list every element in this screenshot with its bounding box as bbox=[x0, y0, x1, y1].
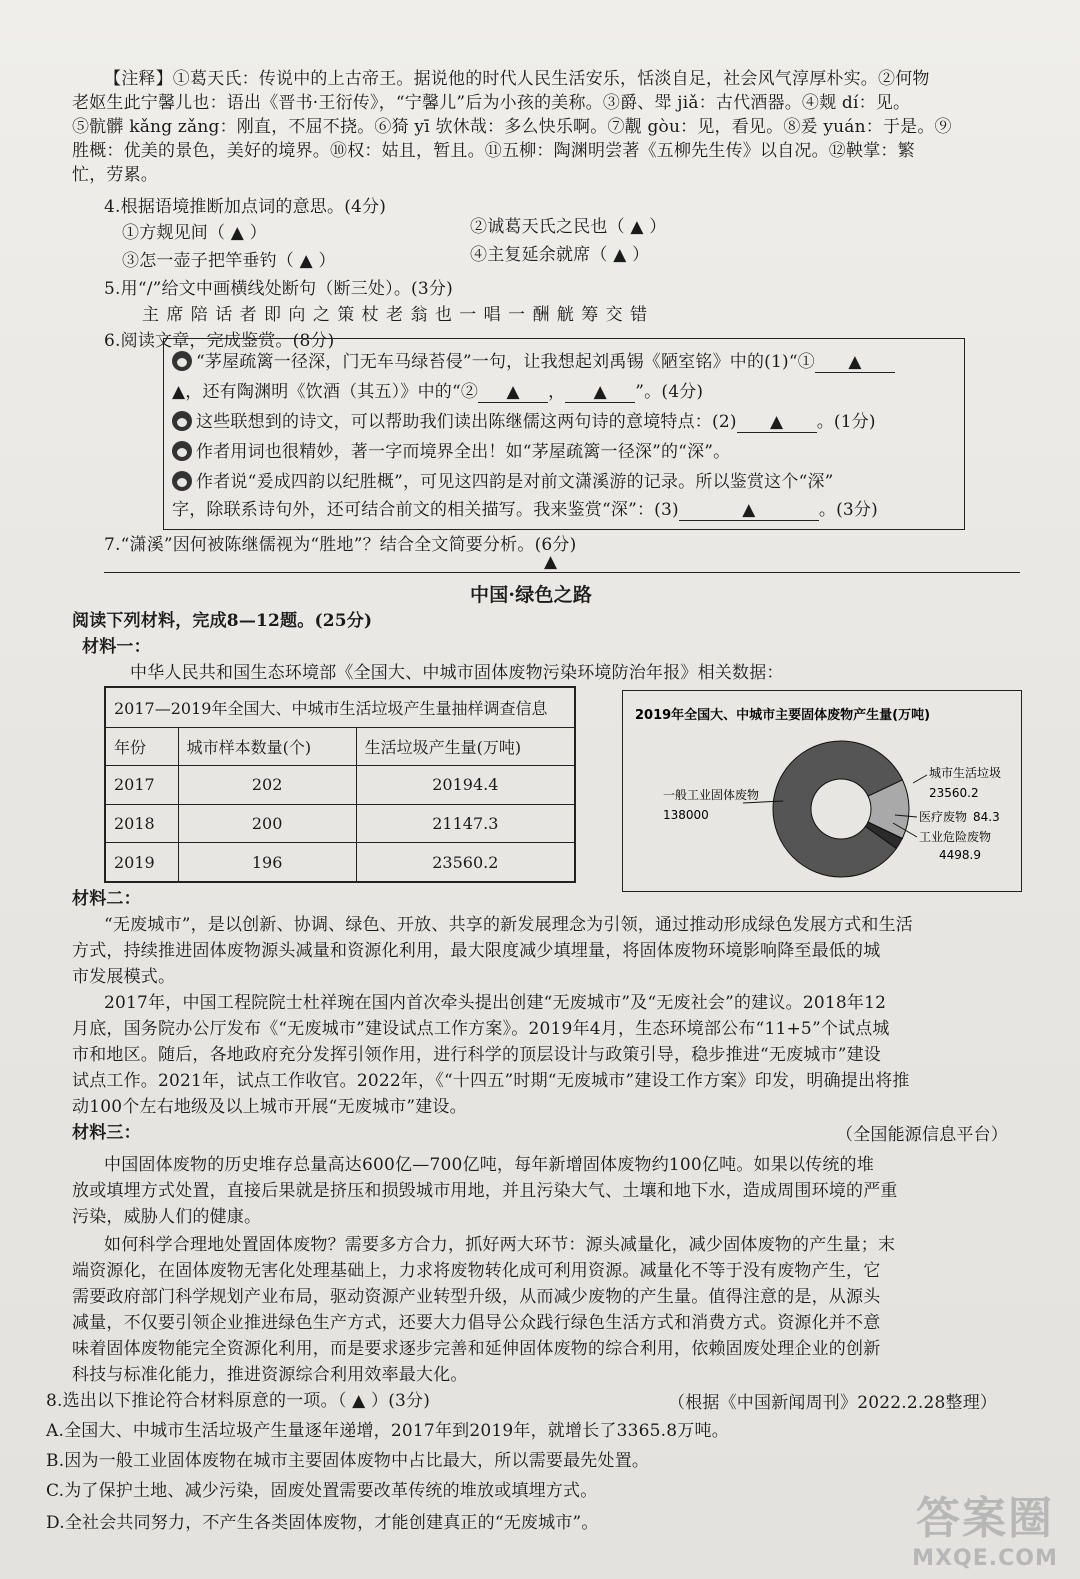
question-4-item-4: ④主复延余就席（ ▲ ） bbox=[470, 245, 650, 265]
question-4-item-3: ③怎一壶子把竿垂钓（ ▲ ） bbox=[122, 251, 336, 271]
note-line: 【注释】①葛天氏：传说中的上古帝王。据说他的时代人民生活安乐，恬淡自足，社会风气淳厚朴实。②何物 bbox=[104, 69, 930, 89]
dialogue-line-5: 作者说“爰成四韵以纪胜概”，可见这四韵是对前文潇溪游的记录。所以鉴赏这个“深” bbox=[172, 467, 834, 492]
option-c[interactable]: C.为了保护土地、减少污染，固废处置需要改革传统的堆放或填埋方式。 bbox=[46, 1481, 598, 1501]
question-5-stem: 5.用“/”给文中画横线处断句（断三处）。(3分) bbox=[104, 279, 453, 299]
paragraph-line: 试点工作。2021年，试点工作收官。2022年，《“十四五”时期“无废城市”建设工作方案》印发，明确提出将推 bbox=[72, 1071, 910, 1091]
question-7-stem: 7.“潇溪”因何被陈继儒视为“胜地”？结合全文简要分析。(6分) bbox=[104, 535, 577, 555]
dialogue-line-1: “茅屋疏篱一径深，门无车马绿苔侵”一句，让我想起刘禹锡《陋室铭》中的(1)“① ▲ bbox=[172, 347, 895, 373]
answer-blank[interactable]: ▲ bbox=[815, 352, 895, 373]
material-2-label: 材料二： bbox=[72, 889, 141, 909]
section-divider bbox=[104, 572, 1020, 573]
paragraph-line: 2017年，中国工程院院士杜祥琬在国内首次牵头提出创建“无废城市”及“无废社会”的建议。2018年12 bbox=[104, 993, 887, 1013]
site-watermark: 答案圈 MXQE.COM bbox=[912, 1493, 1058, 1571]
answer-blank[interactable]: ▲ bbox=[478, 382, 548, 403]
paragraph-line: 污染，威胁人们的健康。 bbox=[72, 1207, 262, 1227]
value-label-industrial: 138000 bbox=[663, 808, 709, 822]
note-line: ⑤骯髒 kǎng zǎng：刚直，不屈不挠。⑥猗 yī 欤休哉：多么快乐啊。⑦觏 gòu：见，看见。⑧爰 yuán：于是。⑨ bbox=[72, 117, 952, 137]
source-note: （根据《中国新闻周刊》2022.2.28整理） bbox=[668, 1393, 998, 1413]
legend-label-industrial: 一般工业固体废物 bbox=[663, 788, 760, 802]
student-avatar-icon bbox=[172, 351, 192, 371]
paragraph-line: 放或填埋方式处置，直接后果就是挤压和损毁城市用地，并且污染大气、土壤和地下水，造成周围环境的严重 bbox=[72, 1181, 898, 1201]
answer-blank[interactable]: ▲ bbox=[679, 500, 819, 521]
table-cell: 200 bbox=[178, 804, 356, 843]
answer-triangle[interactable]: ▲ bbox=[544, 552, 558, 572]
leader-line bbox=[913, 775, 927, 783]
donut-chart bbox=[623, 691, 1021, 891]
donut-chart-panel bbox=[622, 690, 1022, 892]
table-row bbox=[106, 766, 575, 805]
student-avatar-icon bbox=[172, 441, 192, 461]
paragraph-line: 减量，不仅要引领企业推进绿色生产方式，还要大力倡导公众践行绿色生活方式和消费方式。资源化并不意 bbox=[72, 1313, 881, 1333]
dialogue-box bbox=[163, 338, 965, 530]
material-3-label: 材料三： bbox=[72, 1123, 141, 1143]
value-label-domestic: 23560.2 bbox=[929, 786, 979, 800]
legend-label-medical: 医疗废物 bbox=[919, 810, 968, 824]
paragraph-line: 需要政府部门科学规划产业布局，驱动资源产业转型升级，从而减少废物的产生量。值得注意的是，从源头 bbox=[72, 1287, 881, 1307]
student-avatar-icon bbox=[172, 411, 192, 431]
question-4-stem: 4.根据语境推断加点词的意思。(4分) bbox=[104, 197, 387, 217]
paragraph-line: 动100个左右地级及以上城市开展“无废城市”建设。 bbox=[72, 1097, 467, 1117]
answer-blank[interactable]: ▲ bbox=[565, 382, 635, 403]
reading-instruction: 阅读下列材料，完成8—12题。(25分) bbox=[72, 611, 373, 631]
paragraph-line: 科技与标准化能力，推进资源综合利用效率最大化。 bbox=[72, 1365, 468, 1385]
paragraph-line: 如何科学合理地处置固体废物？需要多方合力，抓好两大环节：源头减量化，减少固体废物的产生量；末 bbox=[104, 1235, 896, 1255]
table-cell: 202 bbox=[178, 766, 356, 805]
table-caption: 2017—2019年全国大、中城市生活垃圾产生量抽样调查信息 bbox=[106, 688, 575, 728]
survey-table bbox=[104, 686, 576, 883]
legend-label-domestic: 城市生活垃圾 bbox=[929, 766, 1002, 780]
option-b[interactable]: B.因为一般工业固体废物在城市主要固体废物中占比最大，所以需要最先处置。 bbox=[46, 1451, 650, 1471]
answer-blank[interactable]: ▲ bbox=[737, 412, 817, 433]
section-title: 中国·绿色之路 bbox=[470, 584, 593, 606]
option-d[interactable]: D.全社会共同努力，不产生各类固体废物，才能创建真正的“无废城市”。 bbox=[46, 1513, 599, 1533]
note-line: 老妪生此宁馨儿也：语出《晋书·王衍传》，“宁馨儿”后为小孩的美称。③爵、斝 jiǎ：古代酒器。④觌 dí：见。 bbox=[72, 93, 911, 113]
table-cell: 21147.3 bbox=[356, 804, 574, 843]
question-8-stem: 8.选出以下推论符合材料原意的一项。（ ▲ ）(3分) bbox=[46, 1391, 431, 1411]
table-header: 年份 bbox=[106, 728, 179, 766]
note-line: 忙，劳累。 bbox=[72, 165, 158, 185]
question-5-text: 主 席 陪 话 者 即 向 之 策 杖 老 翁 也 一 唱 一 酬 觥 筹 交 错 bbox=[142, 305, 649, 325]
material-1-label: 材料一： bbox=[82, 637, 151, 657]
question-4-item-1: ①方觌见间（ ▲ ） bbox=[122, 223, 267, 243]
table-cell: 20194.4 bbox=[356, 766, 574, 805]
paragraph-line: “无废城市”，是以创新、协调、绿色、开放、共享的新发展理念为引领，通过推动形成绿色发展方式和生活 bbox=[104, 915, 913, 935]
paragraph-line: 端资源化，在固体废物无害化处理基础上，力求将废物转化成可利用资源。减量化不等于没有废物产生，它 bbox=[72, 1261, 881, 1281]
table-cell: 2019 bbox=[106, 843, 179, 882]
table-cell: 196 bbox=[178, 843, 356, 882]
dialogue-line-6: 字，除联系诗句外，还可结合前文的相关描写。我来鉴赏“深”：(3) ▲ 。(3分) bbox=[172, 500, 878, 520]
note-line: 胜概：优美的景色，美好的境界。⑩权：姑且，暂且。⑪五柳：陶渊明尝著《五柳先生传》以自况。⑫鞅掌：繁 bbox=[72, 141, 915, 161]
dialogue-line-3: 这些联想到的诗文，可以帮助我们读出陈继儒这两句诗的意境特点：(2) ▲ 。(1分) bbox=[172, 407, 876, 433]
legend-label-hazardous: 工业危险废物 bbox=[919, 830, 992, 844]
source-note: （全国能源信息平台） bbox=[836, 1125, 1008, 1145]
paragraph-line: 市和地区。随后，各地政府充分发挥引领作用，进行科学的顶层设计与政策引导，稳步推进“无废城市”建设 bbox=[72, 1045, 881, 1065]
question-6-stem: 6.阅读文章，完成鉴赏。(8分) bbox=[104, 331, 335, 351]
material-1-text: 中华人民共和国生态环境部《全国大、中城市固体废物污染环境防治年报》相关数据： bbox=[130, 663, 784, 683]
table-cell: 2018 bbox=[106, 804, 179, 843]
table-header: 城市样本数量(个) bbox=[178, 728, 356, 766]
paragraph-line: 月底，国务院办公厅发布《“无废城市”建设试点工作方案》。2019年4月，生态环境部公布“11+5”个试点城 bbox=[72, 1019, 890, 1039]
table-cell: 23560.2 bbox=[356, 843, 574, 882]
value-label-hazardous: 4498.9 bbox=[939, 848, 981, 862]
table-row bbox=[106, 843, 575, 882]
chart-title: 2019年全国大、中城市主要固体废物产生量(万吨) bbox=[635, 708, 931, 723]
dialogue-line-4: 作者用词也很精妙，著一字而境界全出！如“茅屋疏篱一径深”的“深”。 bbox=[172, 437, 730, 462]
question-4-item-2: ②诚葛天氏之民也（ ▲ ） bbox=[470, 217, 667, 237]
paragraph-line: 市发展模式。 bbox=[72, 967, 176, 987]
table-row bbox=[106, 804, 575, 843]
table-cell: 2017 bbox=[106, 766, 179, 805]
paragraph-line: 方式，持续推进固体废物源头减量和资源化利用，最大限度减少填埋量，将固体废物环境影响降至最低的城 bbox=[72, 941, 881, 961]
option-a[interactable]: A.全国大、中城市生活垃圾产生量逐年递增，2017年到2019年，就增长了3365.8万吨。 bbox=[46, 1421, 729, 1441]
value-label-medical: 84.3 bbox=[973, 810, 1000, 824]
table-header: 生活垃圾产生量(万吨) bbox=[356, 728, 574, 766]
student-avatar-icon bbox=[172, 471, 192, 491]
dialogue-line-2: ▲，还有陶渊明《饮酒（其五）》中的“② ▲ ， ▲ ”。(4分) bbox=[172, 382, 704, 402]
paragraph-line: 味着固体废物能完全资源化利用，而是要求逐步完善和延伸固体废物的综合利用，依赖固废处理企业的创新 bbox=[72, 1339, 881, 1359]
paragraph-line: 中国固体废物的历史堆存总量高达600亿—700亿吨，每年新增固体废物约100亿吨。如果以传统的堆 bbox=[104, 1155, 874, 1175]
